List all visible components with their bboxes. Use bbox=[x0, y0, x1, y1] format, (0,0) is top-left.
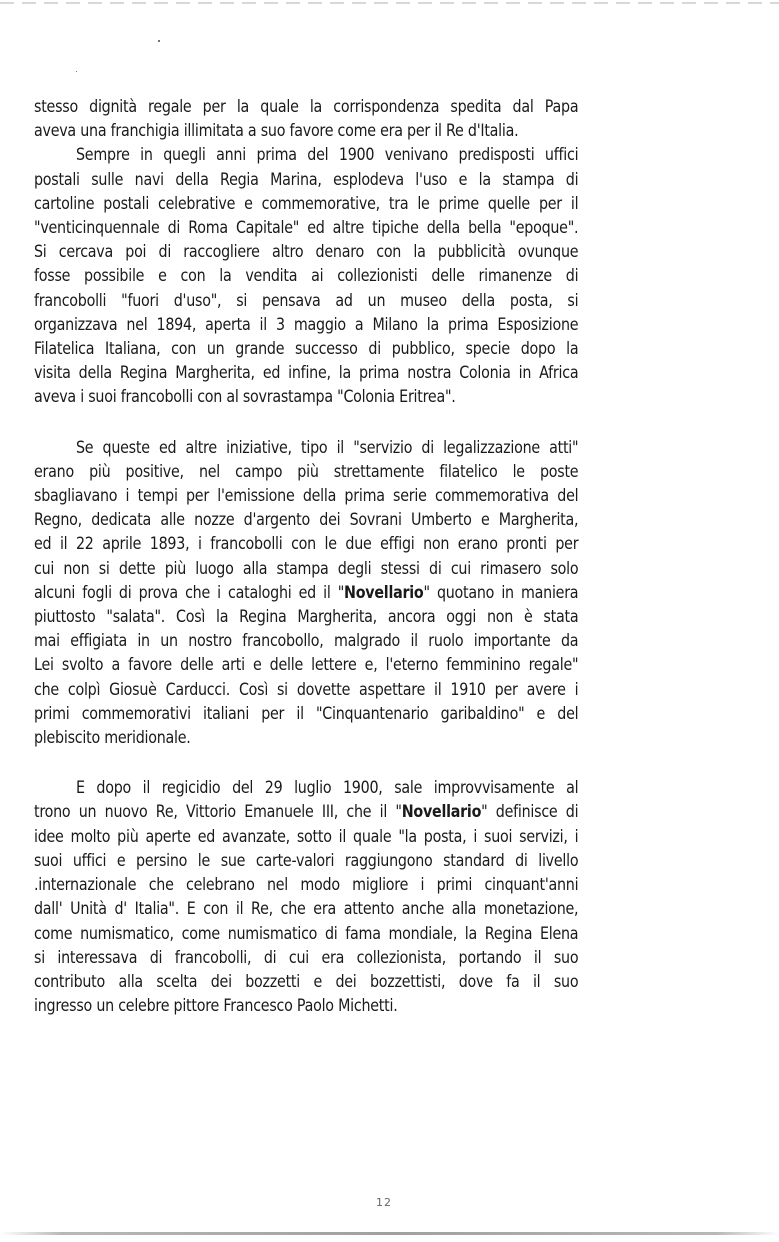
paragraph-3 bbox=[34, 436, 578, 751]
text-line: erano più positive, nel campo più strettamente filatelico le poste bbox=[34, 461, 579, 482]
text-line: cui non si dette più luogo alla stampa degli stessi di cui rimasero solo bbox=[34, 558, 579, 579]
text-line: come numismatico, come numismatico di fama mondiale, la Regina Elena bbox=[34, 923, 579, 944]
text-line: ingresso un celebre pittore Francesco Paolo Michetti. bbox=[34, 996, 398, 1017]
text-line: visita della Regina Margherita, ed infine, la prima nostra Colonia in Africa bbox=[34, 363, 579, 384]
text-line: Se queste ed altre iniziative, tipo il "servizio di legalizzazione atti" bbox=[76, 437, 579, 458]
document-page bbox=[34, 95, 578, 1018]
paragraph-4 bbox=[34, 776, 578, 1018]
text-line: postali sulle navi della Regia Marina, esplodeva l'uso e la stampa di bbox=[34, 169, 579, 190]
text-line: Lei svolto a favore delle arti e delle lettere e, l'eterno femminino regale" bbox=[34, 655, 579, 676]
text-line: suoi uffici e persino le sue carte-valori raggiungono standard di livello bbox=[34, 850, 579, 871]
text-line: aveva i suoi francobolli con al sovrastampa "Colonia Eritrea". bbox=[34, 387, 456, 408]
text-line: stesso dignità regale per la quale la corrispondenza spedita dal Papa bbox=[34, 97, 579, 117]
page-number: 12 bbox=[376, 1196, 392, 1209]
text-line: .internazionale che celebrano nel modo migliore i primi cinquant'anni bbox=[34, 875, 579, 896]
text-line: Regno, dedicata alle nozze d'argento dei Sovrani Umberto e Margherita, bbox=[34, 510, 579, 531]
text-line: aveva una franchigia illimitata a suo favore come era per il Re d'Italia. bbox=[34, 121, 519, 142]
text-segment: alcuni fogli di prova che i cataloghi ed il " bbox=[34, 582, 345, 603]
novellario-bold: Novellario bbox=[344, 582, 424, 603]
text-line bbox=[34, 800, 578, 824]
text-line: primi commemorativi italiani per il "Cinquantenario garibaldino" e del bbox=[34, 703, 579, 724]
text-line: dall' Unità d' Italia". E con il Re, che era attento anche alla monetazione, bbox=[34, 899, 579, 920]
text-line: plebiscito meridionale. bbox=[34, 728, 191, 749]
text-line: "venticinquennale di Roma Capitale" ed altre tipiche della bella "epoque". bbox=[34, 218, 579, 239]
text-line: idee molto più aperte ed avanzate, sotto il quale "la posta, i suoi servizi, i bbox=[34, 826, 579, 847]
scan-speck bbox=[76, 71, 77, 72]
text-line: ed il 22 aprile 1893, i francobolli con le due effigi non erano pronti per bbox=[34, 534, 579, 555]
text-line: E dopo il regicidio del 29 luglio 1900, sale improvvisamente al bbox=[76, 778, 579, 799]
paragraph-1 bbox=[34, 95, 578, 143]
text-line: mai effigiata in un nostro francobollo, malgrado il ruolo importante da bbox=[34, 631, 579, 652]
text-line: sbagliavano i tempi per l'emissione della prima serie commemorativa del bbox=[34, 486, 579, 507]
text-line: si interessava di francobolli, di cui era collezionista, portando il suo bbox=[34, 947, 579, 968]
text-line bbox=[34, 581, 578, 605]
text-line: francobolli "fuori d'uso", si pensava ad un museo della posta, si bbox=[34, 290, 579, 311]
text-line: Filatelica Italiana, con un grande successo di pubblico, specie dopo la bbox=[34, 339, 579, 360]
novellario-bold: Novellario bbox=[401, 802, 482, 823]
text-line: organizzava nel 1894, aperta il 3 maggio a Milano la prima Esposizione bbox=[34, 314, 579, 335]
text-segment: trono un nuovo Re, Vittorio Emanuele III, che il " bbox=[34, 802, 402, 823]
text-line: fosse possibile e con la vendita ai collezionisti delle rimanenze di bbox=[34, 266, 579, 287]
text-line: che colpì Giosuè Carducci. Così si dovette aspettare il 1910 per avere i bbox=[34, 679, 579, 700]
text-segment: " definisce di bbox=[481, 802, 579, 823]
scan-top-edge bbox=[0, 2, 779, 4]
scan-speck bbox=[158, 40, 160, 42]
text-line: piuttosto "salata". Così la Regina Margherita, ancora oggi non è stata bbox=[34, 607, 579, 628]
text-line: Sempre in quegli anni prima del 1900 venivano predisposti uffici bbox=[76, 145, 579, 166]
paragraph-2 bbox=[34, 143, 578, 409]
scan-bottom-edge bbox=[0, 1232, 779, 1235]
text-line: cartoline postali celebrative e commemorative, tra le prime quelle per il bbox=[34, 193, 579, 214]
text-line: Si cercava poi di raccogliere altro denaro con la pubblicità ovunque bbox=[34, 242, 579, 263]
text-line: contributo alla scelta dei bozzetti e dei bozzettisti, dove fa il suo bbox=[34, 971, 579, 992]
text-segment: " quotano in maniera bbox=[423, 582, 579, 603]
